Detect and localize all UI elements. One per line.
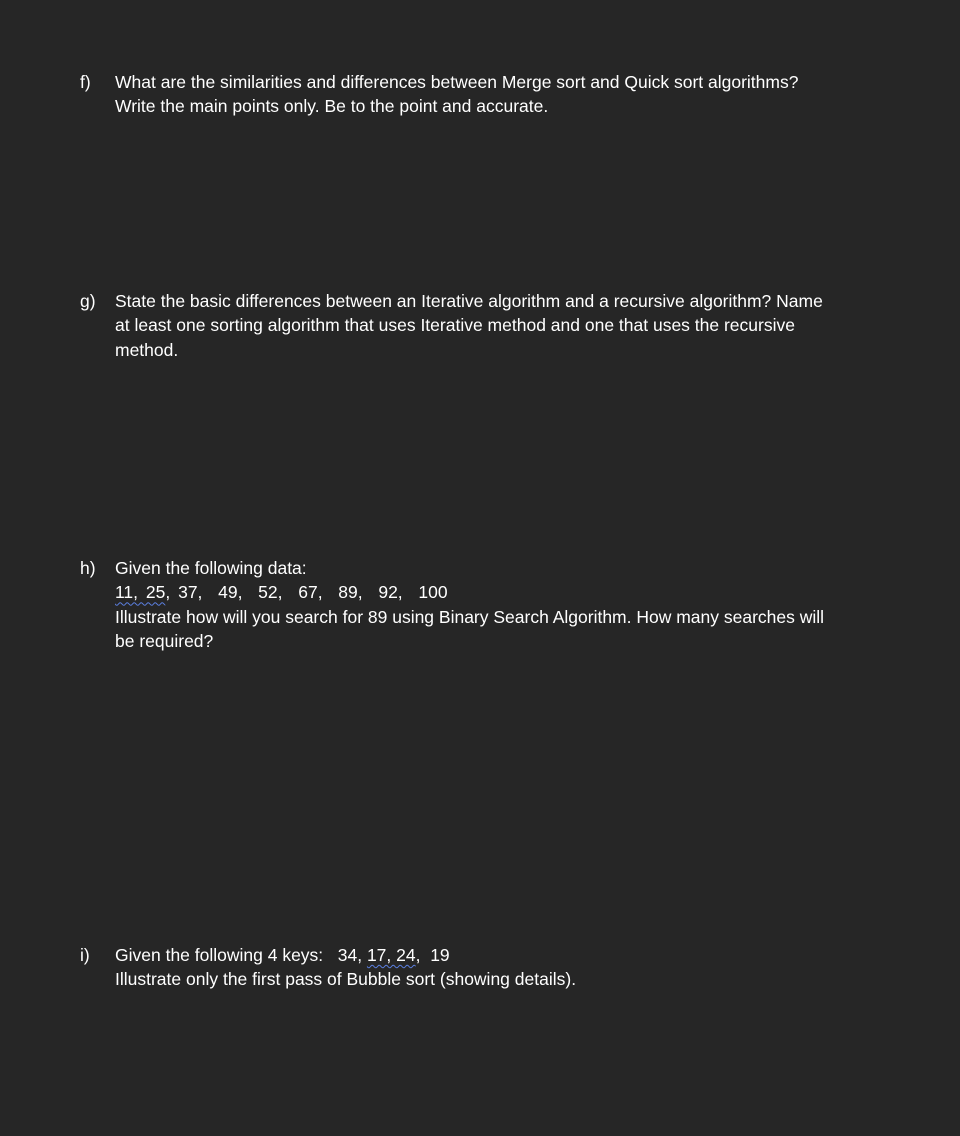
question-i-intro-line [115,943,880,967]
question-i [80,943,880,992]
question-h-line-1: Illustrate how will you search for 89 using Binary Search Algorithm. How many searches will [115,606,825,627]
question-i-line-2: Illustrate only the first pass of Bubble sort (showing details). [115,969,577,990]
question-g-label: g) [80,291,96,311]
question-i-keys-rest: , 19 [415,945,450,965]
question-f-line-1: What are the similarities and differences between Merge sort and Quick sort algorithms? [115,72,799,92]
question-h-label: h) [80,558,96,578]
question-f-line-2: Write the main points only. Be to the point and accurate. [115,96,549,117]
question-h-data [115,580,880,604]
question-i-label: i) [80,945,90,965]
question-f [80,70,880,119]
question-g-line-1: State the basic differences between an Iterative algorithm and a recursive algorithm? Name [115,291,823,311]
question-f-body [115,70,880,119]
question-h-body [115,556,880,654]
question-h-data-underlined: 11, 25 [115,582,166,603]
question-g-body [115,289,880,362]
question-i-keys-underlined: 17, 24 [366,945,416,965]
question-h-intro: Given the following data: [115,558,307,578]
question-f-label: f) [80,72,91,92]
question-g-line-3: method. [115,339,179,360]
question-g-line-2: at least one sorting algorithm that uses Iterative method and one that uses the recursive [115,315,795,336]
question-h [80,556,880,654]
question-h-line-2: be required? [115,631,214,652]
question-g [80,289,880,362]
question-i-intro: Given the following 4 keys: 34, [115,945,367,965]
question-i-body [115,943,880,992]
question-h-data-rest: , 37, 49, 52, 67, 89, 92, 100 [165,582,448,603]
